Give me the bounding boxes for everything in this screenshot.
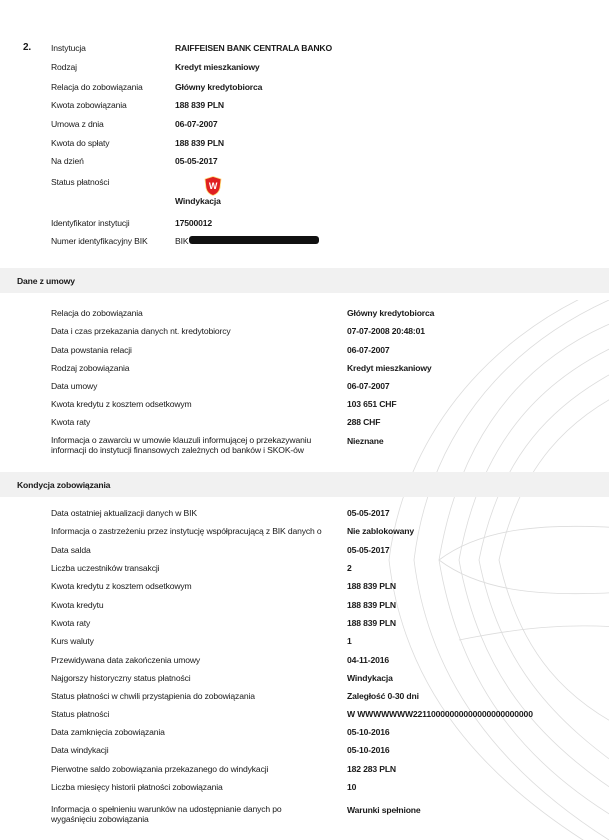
section-header-contract [0, 268, 609, 293]
row-value: 04-11-2016 [347, 655, 389, 665]
row-value: Kredyt mieszkaniowy [347, 363, 432, 373]
row-value: 10 [347, 782, 357, 792]
row-label: Data i czas przekazania danych nt. kredytobiorcy [51, 326, 231, 336]
bik-number-prefix: BIK [175, 236, 189, 246]
status-label: Status płatności [51, 177, 110, 187]
row-label: Informacja o zawarciu w umowie klauzuli informującej o przekazywaniu informacji do instytucji finansowych zależnych od banków i SKOK-ów [51, 435, 312, 455]
row-value: 188 839 PLN [347, 581, 396, 591]
row-label: Kwota kredytu z kosztem odsetkowym [51, 581, 192, 591]
row-value: 188 839 PLN [347, 600, 396, 610]
row-value: 288 CHF [347, 417, 381, 427]
row-label: Informacja o spełnieniu warunków na udostępnianie danych po wygaśnięciu zobowiązania [51, 804, 282, 824]
row-value: 188 839 PLN [175, 100, 224, 110]
row-label: Kwota kredytu z kosztem odsetkowym [51, 399, 192, 409]
row-label: Rodzaj [51, 62, 77, 72]
row-label: Liczba miesięcy historii płatności zobowiązania [51, 782, 223, 792]
section-header-condition [0, 472, 609, 497]
row-value: 2 [347, 563, 352, 573]
row-label: Kwota kredytu [51, 600, 104, 610]
row-value: Nie zablokowany [347, 526, 414, 536]
row-value: 07-07-2008 20:48:01 [347, 326, 425, 336]
row-value: Windykacja [347, 673, 393, 683]
row-label: Kwota do spłaty [51, 138, 110, 148]
row-label: Data salda [51, 545, 91, 555]
row-label: Instytucja [51, 43, 86, 53]
row-label: Status płatności w chwili przystąpienia do zobowiązania [51, 691, 255, 701]
row-label: Data umowy [51, 381, 98, 391]
row-value: 182 283 PLN [347, 764, 396, 774]
row-label: Status płatności [51, 709, 110, 719]
row-value: 06-07-2007 [347, 345, 390, 355]
row-label: Data windykacji [51, 745, 109, 755]
redacted-bik-number [189, 236, 319, 244]
row-value: 05-10-2016 [347, 727, 390, 737]
row-label: Relacja do zobowiązania [51, 82, 143, 92]
row-value: 05-05-2017 [175, 156, 218, 166]
row-label: Umowa z dnia [51, 119, 104, 129]
row-value: Główny kredytobiorca [175, 82, 263, 92]
row-value: Nieznane [347, 436, 384, 446]
row-label: Rodzaj zobowiązania [51, 363, 130, 373]
bik-number-label: Numer identyfikacyjny BIK [51, 236, 148, 246]
row-label: Kwota raty [51, 618, 91, 628]
row-value: 05-05-2017 [347, 545, 390, 555]
row-value: 06-07-2007 [347, 381, 390, 391]
row-label: Najgorszy historyczny status płatności [51, 673, 191, 683]
section-title: Kondycja zobowiązania [17, 480, 111, 490]
status-value: Windykacja [175, 196, 221, 206]
row-label: Liczba uczestników transakcji [51, 563, 160, 573]
row-label: Kurs waluty [51, 636, 94, 646]
row-value: Kredyt mieszkaniowy [175, 62, 260, 72]
row-label: Informacja o zastrzeżeniu przez instytucję współpracującą z BIK danych o [51, 526, 322, 536]
institution-name: RAIFFEISEN BANK CENTRALA BANKO [175, 43, 333, 53]
row-label: Kwota zobowiązania [51, 100, 127, 110]
row-value: 188 839 PLN [347, 618, 396, 628]
row-label: Przewidywana data zakończenia umowy [51, 655, 201, 665]
row-label: Data zamknięcia zobowiązania [51, 727, 165, 737]
row-value: 05-05-2017 [347, 508, 390, 518]
row-value: Zaległość 0-30 dni [347, 691, 419, 701]
row-label: Kwota raty [51, 417, 91, 427]
row-label: Data powstania relacji [51, 345, 132, 355]
row-label: Na dzień [51, 156, 84, 166]
row-value: 05-10-2016 [347, 745, 390, 755]
shield-icon [204, 176, 222, 196]
row-value: 188 839 PLN [175, 138, 224, 148]
entry-number: 2. [23, 42, 32, 53]
row-label: Data ostatniej aktualizacji danych w BIK [51, 508, 197, 518]
institution-id-value: 17500012 [175, 218, 213, 228]
row-value: 06-07-2007 [175, 119, 218, 129]
row-value: Główny kredytobiorca [347, 308, 435, 318]
row-value: 1 [347, 636, 352, 646]
institution-id-label: Identyfikator instytucji [51, 218, 130, 228]
section-title: Dane z umowy [17, 276, 75, 286]
row-value: Warunki spełnione [347, 805, 421, 815]
row-label: Relacja do zobowiązania [51, 308, 143, 318]
badge-letter: W [208, 181, 218, 191]
row-value: 103 651 CHF [347, 399, 397, 409]
payment-status-history: W WWWWWWW22110000000000000000000000 [347, 709, 533, 719]
row-label: Pierwotne saldo zobowiązania przekazanego do windykacji [51, 764, 269, 774]
